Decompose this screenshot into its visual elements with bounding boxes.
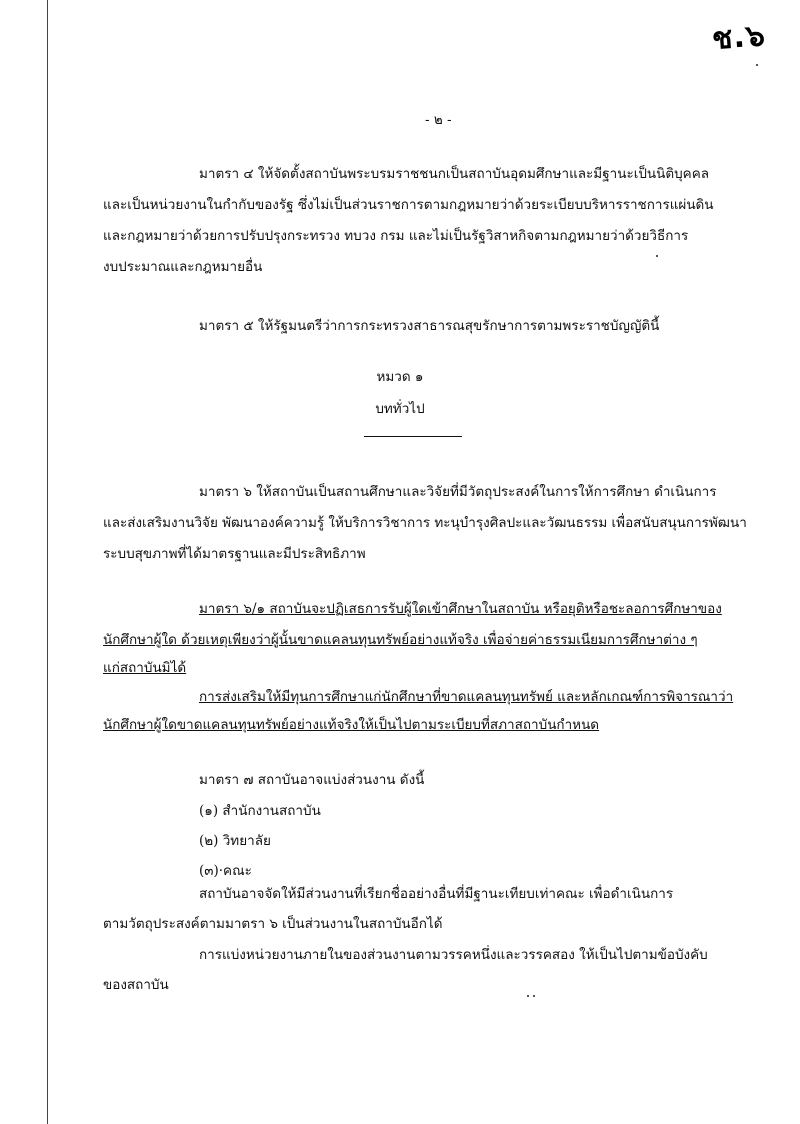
chapter-divider <box>364 436 462 437</box>
scan-speck <box>533 995 535 997</box>
section7-para3-line-2: ของสถาบัน <box>103 977 169 993</box>
section7-heading: มาตรา ๗ สถาบันอาจแบ่งส่วนงาน ดังนี้ <box>199 772 425 788</box>
handwritten-stamp: ช.๖ <box>710 18 767 57</box>
page-number: - ๒ - <box>425 112 452 128</box>
section6-line-1: มาตรา ๖ ให้สถาบันเป็นสถานศึกษาและวิจัยที่มีวัตถุประสงค์ในการให้การศึกษา ดำเนินการ <box>199 484 717 500</box>
chapter-number: หมวด ๑ <box>376 369 424 385</box>
scan-margin-line <box>47 0 48 1124</box>
section7-para2-line-2: ตามวัตถุประสงค์ตามมาตรา ๖ เป็นส่วนงานในสถาบันอีกได้ <box>103 916 443 932</box>
scan-speck <box>527 995 529 997</box>
section5-text: มาตรา ๕ ให้รัฐมนตรีว่าการกระทรวงสาธารณสุขรักษาการตามพระราชบัญญัตินี้ <box>199 318 660 334</box>
chapter-title: บททั่วไป <box>375 401 425 417</box>
section6-1-line-2: นักศึกษาผู้ใด ด้วยเหตุเพียงว่าผู้นั้นขาดแคลนทุนทรัพย์อย่างแท้จริง เพื่อจ่ายค่าธรรมเนียมการศึกษาต่าง ๆ <box>103 632 698 648</box>
section7-para3-line-1: การแบ่งหน่วยงานภายในของส่วนงานตามวรรคหนึ่งและวรรคสอง ให้เป็นไปตามข้อบังคับ <box>199 947 708 963</box>
section4-line-2: และเป็นหน่วยงานในกำกับของรัฐ ซึ่งไม่เป็นส่วนราชการตามกฎหมายว่าด้วยระเบียบบริหารราชการแผ่นดิน <box>103 197 714 213</box>
section4-line-1: มาตรา ๔ ให้จัดตั้งสถาบันพระบรมราชชนกเป็นสถาบันอุดมศึกษาและมีฐานะเป็นนิติบุคคล <box>199 166 710 182</box>
section7-item-2: (๒) วิทยาลัย <box>199 833 271 849</box>
section7-para2-line-1: สถาบันอาจจัดให้มีส่วนงานที่เรียกชื่ออย่างอื่นที่มีฐานะเทียบเท่าคณะ เพื่อดำเนินการ <box>199 886 674 902</box>
section7-item-3: (๓)·คณะ <box>199 863 252 879</box>
scan-speck <box>656 255 658 257</box>
section6-1-line-4: การส่งเสริมให้มีทุนการศึกษาแก่นักศึกษาที่ขาดแคลนทุนทรัพย์ และหลักเกณฑ์การพิจารณาว่า <box>199 689 734 705</box>
section6-1-line-3: แก่สถาบันมิได้ <box>103 660 187 676</box>
scan-speck <box>756 64 758 66</box>
section6-1-line-1: มาตรา ๖/๑ สถาบันจะปฏิเสธการรับผู้ใดเข้าศึกษาในสถาบัน หรือยุติหรือชะลอการศึกษาของ <box>199 601 722 617</box>
section6-line-3: ระบบสุขภาพที่ได้มาตรฐานและมีประสิทธิภาพ <box>103 546 366 562</box>
section6-1-line-5: นักศึกษาผู้ใดขาดแคลนทุนทรัพย์อย่างแท้จริงให้เป็นไปตามระเบียบที่สภาสถาบันกำหนด <box>103 717 600 733</box>
section4-line-3: และกฎหมายว่าด้วยการปรับปรุงกระทรวง ทบวง กรม และไม่เป็นรัฐวิสาหกิจตามกฎหมายว่าด้วยวิธีการ <box>103 228 689 244</box>
section7-item-1: (๑) สำนักงานสถาบัน <box>199 803 321 819</box>
section6-line-2: และส่งเสริมงานวิจัย พัฒนาองค์ความรู้ ให้บริการวิชาการ ทะนุบำรุงศิลปะและวัฒนธรรม เพื่อสนับสนุนการพัฒนา <box>103 515 747 531</box>
section4-line-4: งบประมาณและกฎหมายอื่น <box>103 259 263 275</box>
